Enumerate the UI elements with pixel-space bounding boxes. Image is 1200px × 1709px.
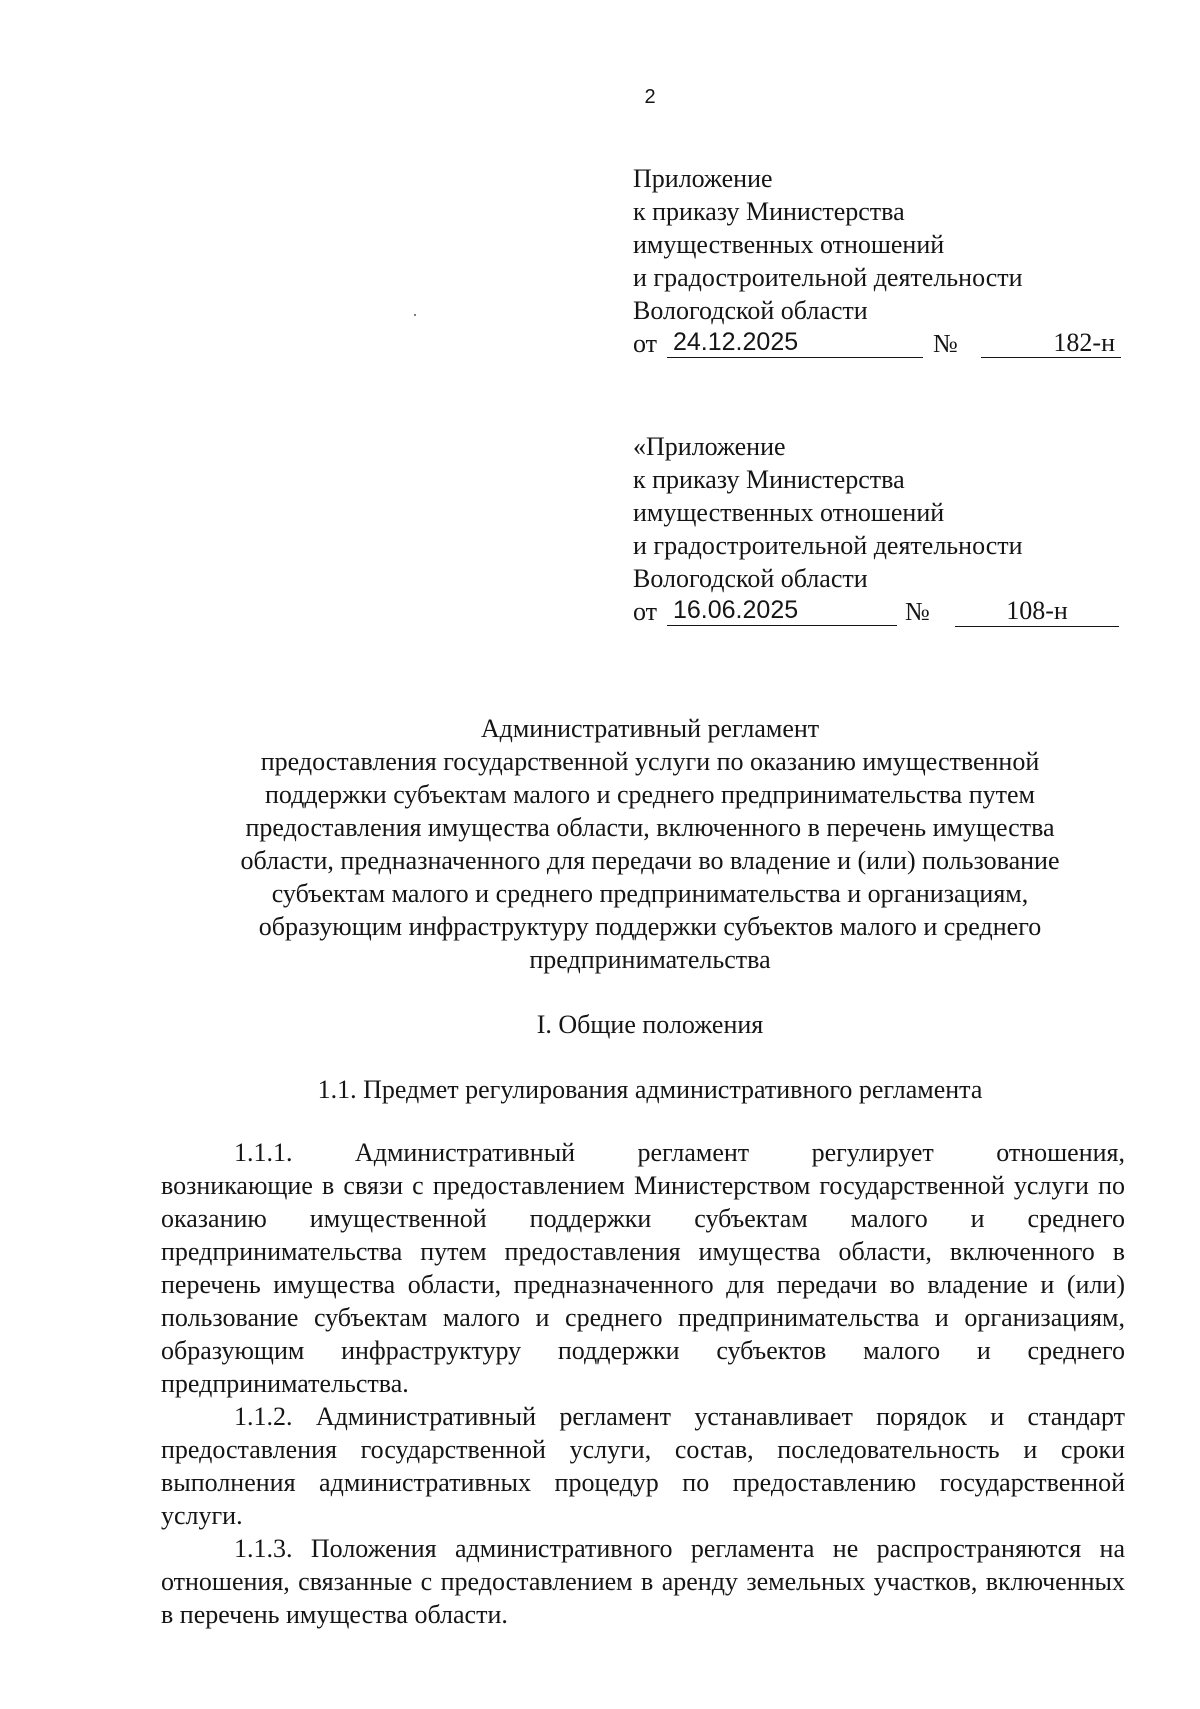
title-line: предоставления государственной услуги по оказанию имущественной (260, 747, 1040, 776)
paragraph-lead: 1.1.1. Административный регламент регулирует отношения, (234, 1138, 1125, 1167)
annex-line: «Приложение (633, 432, 786, 461)
title-line: образующим инфраструктуру поддержки субъектов малого и среднего (258, 912, 1042, 941)
document-title (160, 712, 1140, 976)
annex-line: имущественных отношений (633, 230, 945, 259)
annex-line: к приказу Министерства (633, 465, 905, 494)
title-line: субъектам малого и среднего предпринимательства и организациям, (271, 879, 1029, 908)
annex-line: и градостроительной деятельности (633, 531, 1023, 560)
from-label: от (633, 329, 658, 358)
order-date-field: 24.12.2025 (667, 327, 923, 358)
paragraph-text: возникающие в связи с предоставлением Министерством государственной услуги по оказанию имущественной поддержки субъектам малого и среднего предпринимательства путем предоставления имущества области, включенного в перечень имущества области, предназначенного для передачи во владение и (или) пользование субъектам малого и среднего предпринимательства и организациям, образующим инфраструктуру поддержки субъектов малого и среднего предпринимательства. (161, 1171, 1125, 1398)
subsection-heading: 1.1. Предмет регулирования административного регламента (317, 1075, 983, 1104)
title-line: поддержки субъектам малого и среднего предпринимательства путем (265, 780, 1035, 809)
annex-line: и градостроительной деятельности (633, 263, 1023, 292)
order-date-number-row (633, 595, 1068, 631)
order-date-field: 16.06.2025 (667, 595, 897, 626)
annex-line: имущественных отношений (633, 498, 945, 527)
annex-previous-order (633, 430, 1068, 631)
order-date-number-row (633, 327, 1115, 363)
title-line: Административный регламент (480, 714, 820, 743)
title-line: предоставления имущества области, включенного в перечень имущества (245, 813, 1055, 842)
number-label: № (933, 329, 958, 358)
annex-line: к приказу Министерства (633, 197, 905, 226)
order-number-field: 108-н (955, 595, 1119, 627)
order-number-field: 182-н (981, 327, 1121, 358)
title-line: предпринимательства (529, 945, 771, 974)
paragraph-1-1-1 (161, 1136, 1125, 1400)
annex-line: Вологодской области (633, 296, 868, 325)
title-line: области, предназначенного для передачи во владение и (или) пользование (240, 846, 1060, 875)
page-number: 2 (644, 86, 656, 108)
paragraph-1-1-3: 1.1.3. Положения административного регламента не распространяются на отношения, связанные с предоставлением в аренду земельных участков, включенных в перечень имущества области. (161, 1534, 1125, 1629)
from-label: от (633, 597, 658, 626)
number-label: № (905, 597, 930, 626)
annex-line: Вологодской области (633, 564, 868, 593)
document-body (161, 1136, 1125, 1631)
annex-line: Приложение (633, 164, 773, 193)
paragraph-1-1-2: 1.1.2. Административный регламент устанавливает порядок и стандарт предоставления государственной услуги, состав, последовательность и сроки выполнения административных процедур по предоставлению государственной услуги. (161, 1402, 1125, 1530)
scan-speck (414, 314, 416, 316)
section-heading: I. Общие положения (536, 1010, 764, 1039)
annex-current-order (633, 162, 1115, 363)
